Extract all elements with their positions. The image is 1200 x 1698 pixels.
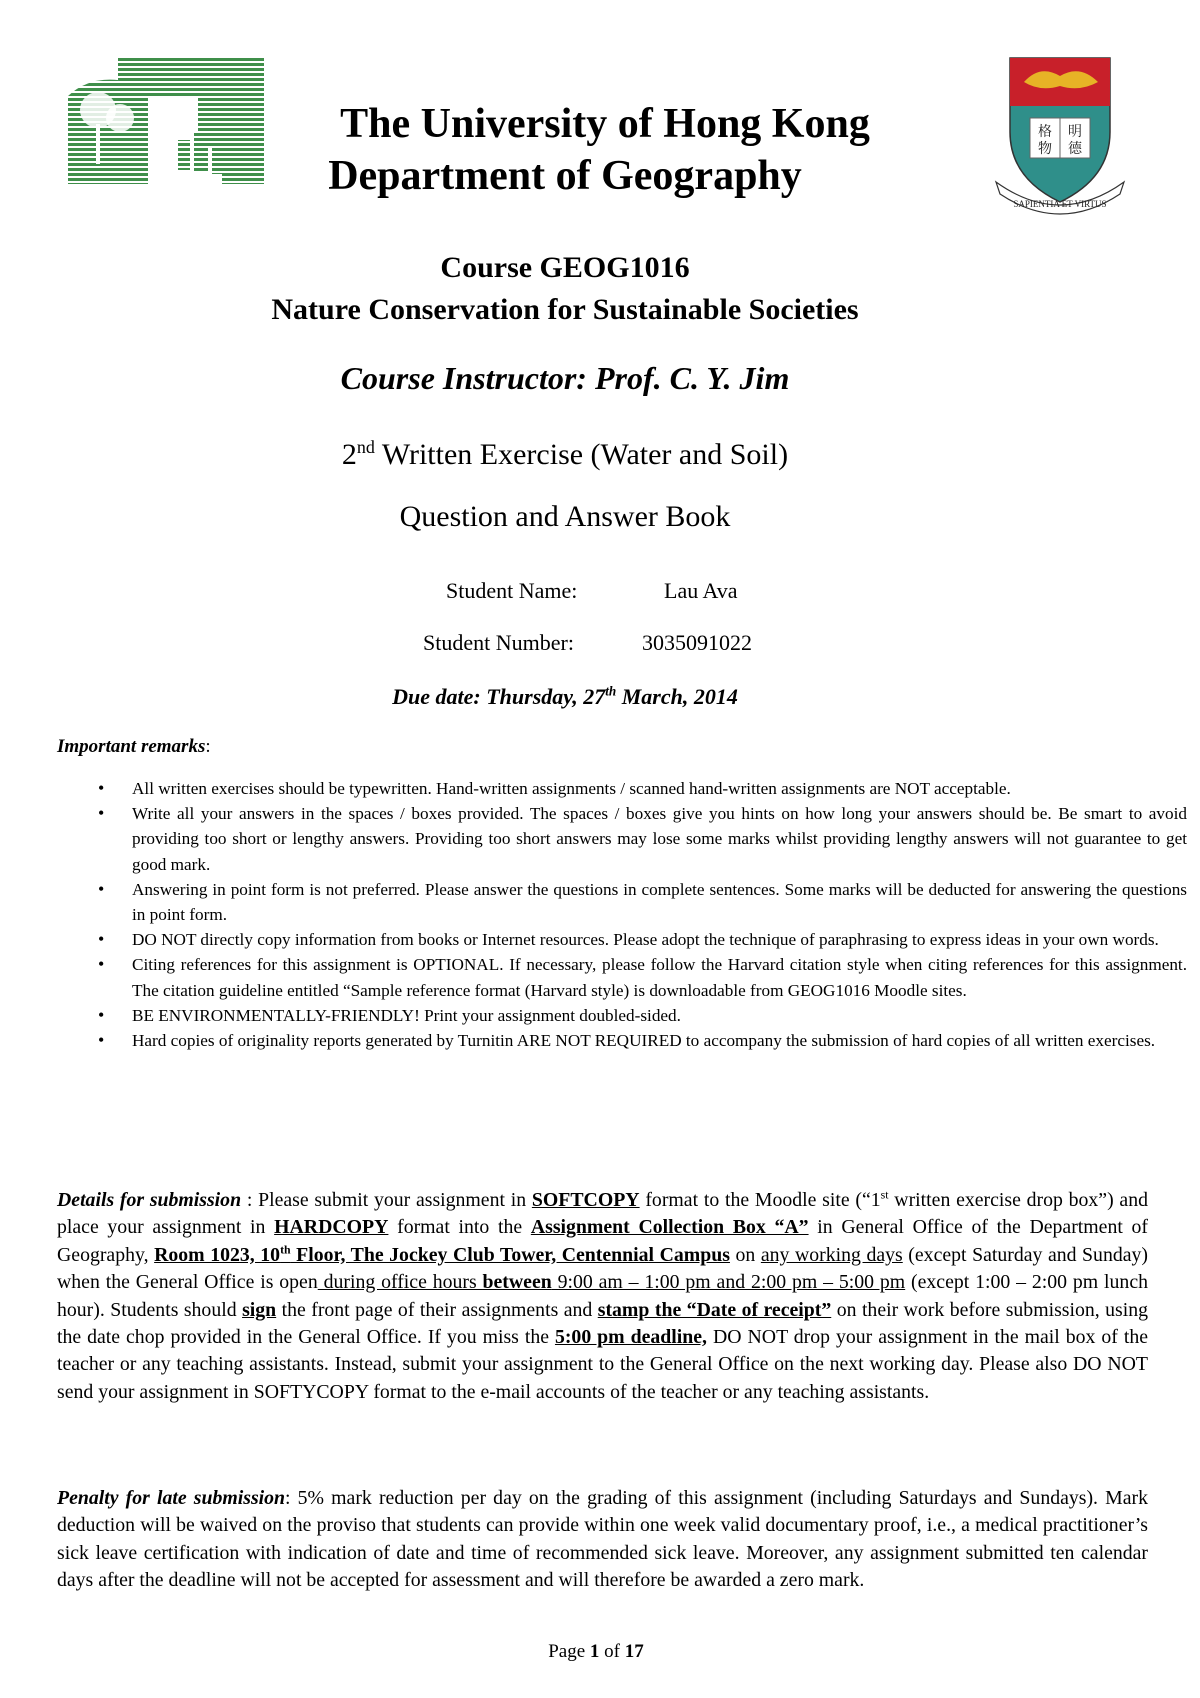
page-word: Page [548,1641,590,1662]
page-number: 1 [589,1641,600,1662]
submission-text: on [729,1243,761,1266]
remark-item: • DO NOT directly copy information from books or Internet resources. Please adopt the technique of paraphrasing to express ideas in your own words. [132,927,1187,952]
penalty-details [57,1485,1148,1595]
room-location-a: Room 1023, 10 [154,1243,281,1266]
penalty-title: Penalty for late submission [57,1487,286,1509]
sign-emphasis: sign [242,1298,277,1321]
submission-ordinal: st [880,1187,889,1202]
exercise-number: 2 [341,438,357,471]
submission-text: the front page of their assignments and [276,1298,598,1321]
due-date-suffix: March, 2014 [616,684,738,709]
remark-item: • All written exercises should be typewritten. Hand-written assignments / scanned hand-written assignments are NOT acceptable. [132,776,1187,801]
course-instructor: Course Instructor: Prof. C. Y. Jim [340,360,790,396]
student-name-value: Lau Ava [664,578,738,603]
office-hours-emphasis [318,1271,905,1293]
remark-item: • BE ENVIRONMENTALLY-FRIENDLY! Print your assignment doubled-sided. [132,1003,1187,1028]
page-of: of [599,1641,625,1662]
submission-text: DO NOT drop your assignment in the mail box of the teacher or any teaching assistants. Instead, submit your assignment to the General Office on the next working day. Please also DO NOT send your assignment in SOFTYCOPY format to the e-mail accounts of the teacher or any teaching assistants. [57,1326,1148,1403]
remarks-heading [57,736,211,758]
crest-char-2: 明 [1068,124,1082,140]
working-days-emphasis: any working days [760,1243,903,1266]
remark-item: • Hard copies of originality reports generated by Turnitin ARE NOT REQUIRED to accompany the submission of hard copies of all written exercises. [132,1028,1187,1053]
student-number-label: Student Number: [423,630,574,655]
page-footer [0,1641,1196,1663]
due-date-ordinal: th [605,683,617,699]
remarks-list [94,776,1187,1053]
book-title: Question and Answer Book [399,500,731,533]
due-date-prefix: Due date: Thursday, 27 [392,684,606,709]
due-date [0,684,1165,710]
office-times: 9:00 am – 1:00 pm and 2:00 pm – 5:00 pm [551,1271,906,1294]
crest-motto: SAPIENTIA ET VIRTUS [1013,199,1107,209]
student-number-value: 3035091022 [642,630,752,655]
remark-item: • Write all your answers in the spaces / boxes provided. The spaces / boxes give you hints on how long your answers should be. Be smart to avoid providing too short or lengthy answers. Providing too short answers may lose some marks whilst providing lengthy answers will not guarantee to get good mark. [132,801,1187,877]
submission-text: written exercise drop box”) and place your assignment in [57,1189,1148,1239]
department-title: Department of Geography [328,153,802,199]
remarks-title: Important remarks [57,736,206,757]
room-floor-ordinal: th [280,1242,291,1257]
between-emphasis: between [482,1271,552,1294]
room-location-b: Floor, The Jockey Club Tower, Centennial Campus [290,1243,730,1266]
remark-item: • Citing references for this assignment is OPTIONAL. If necessary, please follow the Harvard citation style when citing references for this assignment. The citation guideline entitled “Sample reference format (Harvard style) is downloadable from GEOG1016 Moodle sites. [132,952,1187,1002]
submission-text: : Please submit your assignment in [241,1189,532,1211]
submission-text: format into the [388,1216,531,1239]
penalty-text: : 5% mark reduction per day on the grading of this assignment (including Saturdays and Sundays). Mark deduction will be waived on the proviso that students can provide within one week valid documentary proof, i.e., a medical practitioner’s sick leave certification with indication of date and time of recommended sick leave. Moreover, any assignment submitted ten calendar days after the deadline will not be accepted for assessment and will therefore be awarded a zero mark. [57,1487,1148,1592]
office-hours-text: during office hours [317,1271,483,1294]
course-code: Course GEOG1016 [440,251,690,284]
submission-text: in General Office of the Department of Geography, [57,1216,1148,1266]
softcopy-emphasis: SOFTCOPY [531,1189,640,1211]
hardcopy-emphasis: HARDCOPY [274,1216,389,1239]
university-title: The University of Hong Kong [340,101,870,147]
remarks-colon: : [205,736,211,757]
crest-char-1: 格 [1038,124,1052,140]
submission-details [57,1187,1148,1406]
submission-text: (except Saturday and Sunday) when the General Office is open [57,1243,1148,1294]
exercise-ordinal: nd [356,437,375,457]
submission-text: format to the Moodle site (“1 [639,1189,881,1211]
exercise-title [0,436,1165,474]
submission-text: (except 1:00 – 2:00 pm lunch hour). Students should [57,1271,1148,1321]
stamp-emphasis: stamp the “Date of receipt” [597,1298,832,1321]
submission-text: on their work before submission, using the date chop provided in the General Office. If you miss the [57,1298,1149,1349]
room-location-emphasis [154,1244,730,1266]
course-title: Nature Conservation for Sustainable Societies [271,293,859,326]
remark-item: • Answering in point form is not preferred. Please answer the questions in complete sentences. Some marks will be deducted for answering the questions in point form. [132,877,1187,927]
submission-title: Details for submission [57,1189,242,1211]
collection-box-emphasis: Assignment Collection Box “A” [530,1216,809,1239]
crest-char-4: 德 [1068,141,1082,157]
deadline-emphasis: 5:00 pm deadline, [554,1326,708,1349]
crest-char-3: 物 [1038,141,1052,157]
exercise-title-text: Written Exercise (Water and Soil) [374,438,789,471]
page-total: 17 [624,1641,644,1662]
student-name-label: Student Name: [446,578,578,603]
